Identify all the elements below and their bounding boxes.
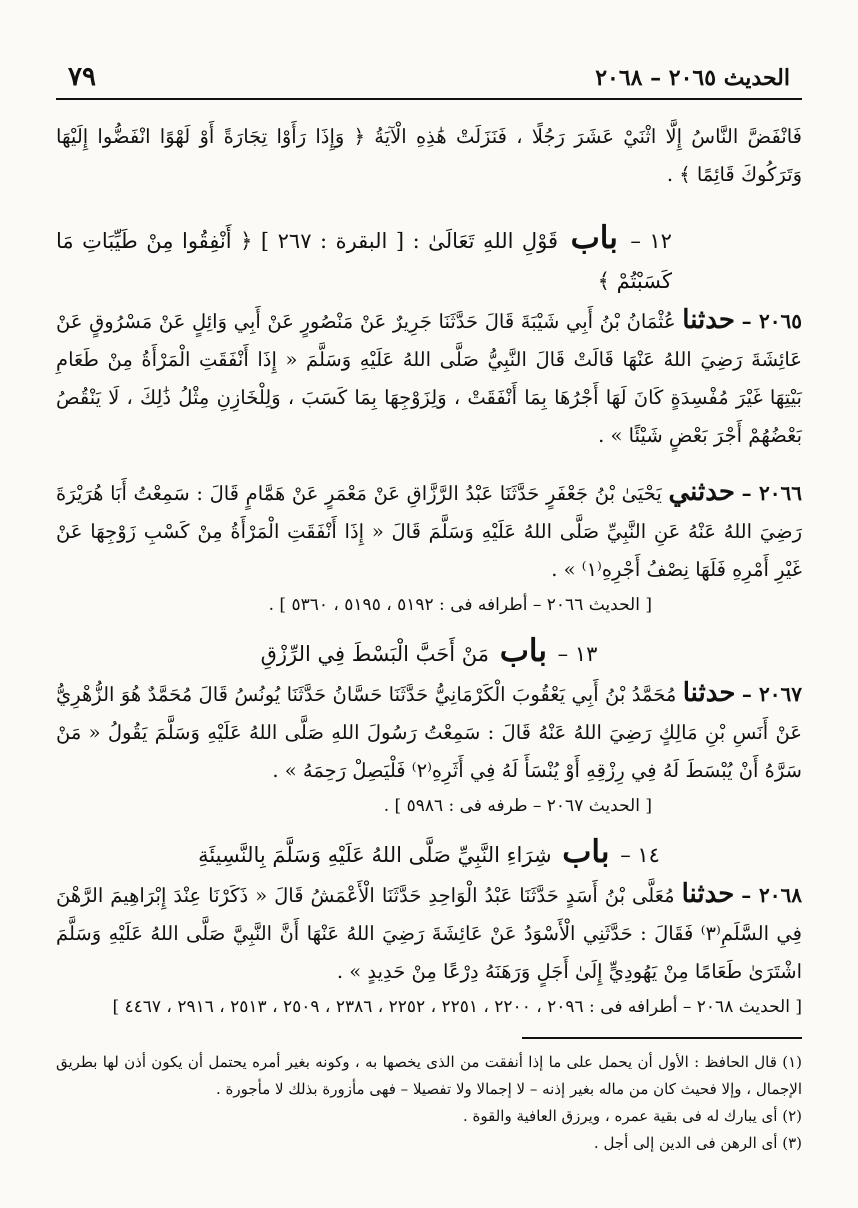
hadith-2068-haddatha: حدثنا — [681, 879, 735, 909]
hadith-2066-haddatha: حدثني — [668, 477, 735, 507]
footnotes — [56, 1049, 802, 1157]
bab-14-number: ١٤ – — [620, 843, 660, 867]
hadith-2067 — [56, 674, 802, 790]
hadith-2066-number: ٢٠٦٦ – — [741, 481, 803, 505]
bab-13-title: مَنْ أَحَبَّ الْبَسْطَ فِي الرِّزْقِ — [260, 642, 489, 666]
footnote-2: (٢) أى يبارك له فى بقية عمره ، ويرزق العافية والقوة . — [462, 1107, 802, 1125]
hadith-2067-number: ٢٠٦٧ – — [741, 682, 803, 706]
bab-12-word: باب — [570, 220, 618, 256]
hadith-2065-text: عُثْمَانُ بْنُ أَبِي شَيْبَةَ قَالَ حَدَّثَنَا جَرِيرٌ عَنْ مَنْصُورٍ عَنْ أَبِي وَائِلٍ عَنْ مَسْرُوقٍ عَنْ عَائِشَةَ رَضِيَ اللهُ عَنْهَا قَالَتْ قَالَ النَّبِيُّ صَلَّى اللهُ عَلَيْهِ وَسَلَّمَ « إِذَا أَنْفَقَتِ الْمَرْأَةُ مِنْ طَعَامِ بَيْتِهَا غَيْرَ مُفْسِدَةٍ كَانَ لَهَا أَجْرُهَا بِمَا أَنْفَقَتْ ، وَلِزَوْجِهَا بِمَا كَسَبَ ، وَلِلْخَازِنِ مِثْلُ ذَٰلِكَ ، لَا يَنْقُصُ بَعْضُهُمْ أَجْرَ بَعْضٍ شَيْئًا » . — [56, 310, 802, 447]
main-text — [56, 118, 802, 1023]
hadith-2067-text: مُحَمَّدُ بْنُ أَبِي يَعْقُوبَ الْكَرْمَانِيُّ حَدَّثَنَا حَسَّانُ حَدَّثَنَا يُونُسُ قَالَ مُحَمَّدٌ هُوَ الزُّهْرِيُّ عَنْ أَنَسِ بْنِ مَالِكٍ رَضِيَ اللهُ عَنْهُ قَالَ : سَمِعْتُ رَسُولَ اللهِ صَلَّى اللهُ عَلَيْهِ وَسَلَّمَ يَقُولُ « مَنْ سَرَّهُ أَنْ يُبْسَطَ لَهُ فِي رِزْقِهِ أَوْ يُنْسَأَ لَهُ فِي أَثَرِهِ⁽٢⁾ فَلْيَصِلْ رَحِمَهُ » . — [56, 683, 802, 782]
hadith-2068 — [56, 875, 802, 991]
bab-13-word: باب — [499, 633, 547, 669]
hadith-2068-number: ٢٠٦٨ – — [741, 883, 803, 907]
bab-12-number: ١٢ – — [630, 229, 672, 253]
header-rule — [56, 98, 802, 100]
hadith-2067-haddatha: حدثنا — [682, 678, 736, 708]
intro-paragraph: فَانْفَضَّ النَّاسُ إِلَّا اثْنَيْ عَشَرَ رَجُلًا ، فَنَزَلَتْ هَٰذِهِ الْآيَةُ ﴿ وَإِذَا رَأَوْا تِجَارَةً أَوْ لَهْوًا انْفَضُّوا إِلَيْهَا وَتَرَكُوكَ قَائِمًا ﴾ . — [56, 125, 802, 186]
bab-14-heading — [56, 832, 802, 875]
hadith-2065-number: ٢٠٦٥ – — [741, 309, 802, 333]
bab-14-title: شِرَاءِ النَّبِيِّ صَلَّى اللهُ عَلَيْهِ وَسَلَّمَ بِالنَّسِيئَةِ — [198, 843, 552, 867]
hadith-2066-atraf: [ الحديث ٢٠٦٦ – أطرافه فى : ٥١٩٢ ، ٥١٩٥ ، ٥٣٦٠ ] . — [268, 595, 652, 615]
hadith-2068-text: مُعَلَّى بْنُ أَسَدٍ حَدَّثَنَا عَبْدُ الْوَاحِدِ حَدَّثَنَا الْأَعْمَشُ قَالَ « ذَكَرْنَا عِنْدَ إِبْرَاهِيمَ الرَّهْنَ فِي السَّلَمِ⁽٣⁾ فَقَالَ : حَدَّثَنِي الْأَسْوَدُ عَنْ عَائِشَةَ رَضِيَ اللهُ عَنْهَا أَنَّ النَّبِيَّ صَلَّى اللهُ عَلَيْهِ وَسَلَّمَ اشْتَرَىٰ طَعَامًا مِنْ يَهُودِيٍّ إِلَىٰ أَجَلٍ وَرَهَنَهُ دِرْعًا مِنْ حَدِيدٍ » . — [56, 884, 802, 983]
hadith-2066-text: يَحْيَىٰ بْنُ جَعْفَرٍ حَدَّثَنَا عَبْدُ الرَّزَّاقِ عَنْ مَعْمَرٍ عَنْ هَمَّامٍ قَالَ : سَمِعْتُ أَبَا هُرَيْرَةَ رَضِيَ اللهُ عَنْهُ عَنِ النَّبِيِّ صَلَّى اللهُ عَلَيْهِ وَسَلَّمَ قَالَ « إِذَا أَنْفَقَتِ الْمَرْأَةُ مِنْ كَسْبِ زَوْجِهَا عَنْ غَيْرِ أَمْرِهِ فَلَهَا نِصْفُ أَجْرِهِ⁽١⁾ » . — [56, 482, 802, 581]
bab-12-title: قَوْلِ اللهِ تَعَالَىٰ : [ البقرة : ٢٦٧ ] ﴿ أَنْفِقُوا مِنْ طَيِّبَاتِ مَا كَسَبْتُمْ ﴾ — [56, 229, 672, 293]
hadith-2065 — [56, 301, 802, 455]
bab-13-number: ١٣ – — [557, 642, 598, 666]
running-title: الحديث ٢٠٦٥ – ٢٠٦٨ — [595, 65, 790, 91]
hadith-2068-atraf: [ الحديث ٢٠٦٨ – أطرافه فى : ٢٠٩٦ ، ٢٢٠٠ ، ٢٢٥١ ، ٢٢٥٢ ، ٢٣٨٦ ، ٢٥٠٩ ، ٢٥١٣ ، ٢٩١٦ ، ٤٤٦٧ ] — [112, 997, 802, 1017]
footnote-3: (٣) أى الرهن فى الدين إلى أجل . — [593, 1134, 802, 1152]
page-header — [56, 62, 802, 94]
bab-13-heading — [56, 631, 802, 674]
hadith-2066 — [56, 473, 802, 589]
footnote-1: (١) قال الحافظ : الأول أن يحمل على ما إذا أنفقت من الذى يخصها به ، وكونه بغير أمره يحتمل أن يكون أذن لها بطريق الإجمال ، وإلا فحيث كان من ماله بغير إذنه – لا إجمالا ولا تفصيلا – فهى مأزورة بذلك لا مأجورة . — [56, 1053, 802, 1098]
page-number: ٧٩ — [68, 62, 96, 92]
bab-14-word: باب — [562, 834, 610, 870]
footnote-rule — [522, 1037, 802, 1039]
hadith-2067-atraf: [ الحديث ٢٠٦٧ – طرفه فى : ٥٩٨٦ ] . — [383, 796, 652, 816]
hadith-2065-haddatha: حدثنا — [682, 305, 735, 335]
bab-12-heading — [56, 218, 802, 301]
